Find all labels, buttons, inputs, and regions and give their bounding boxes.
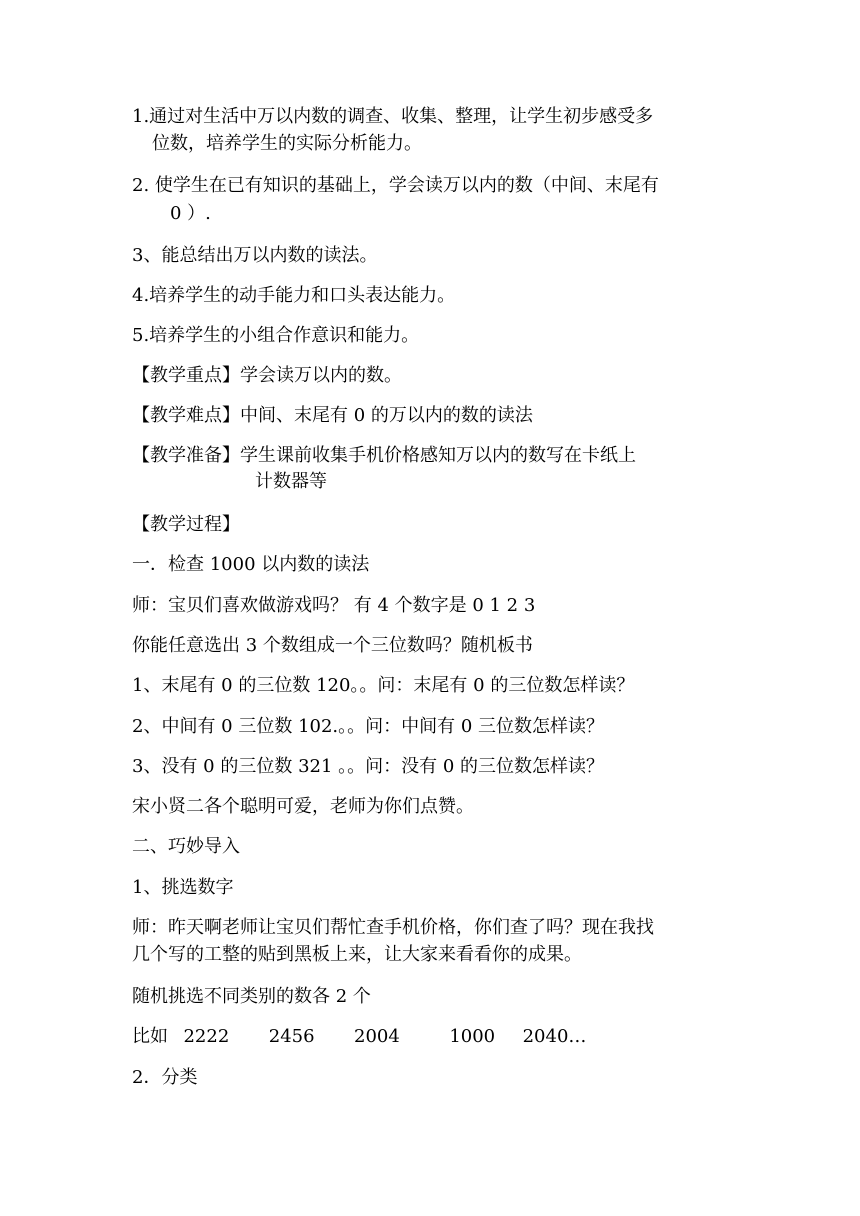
- objective-3: 3、能总结出万以内数的读法。: [132, 245, 378, 266]
- difficulty: [132, 403, 533, 429]
- section1-item-2: 2、中间有 0 三位数 102.。。问：中间有 0 三位数怎样读？: [132, 716, 605, 737]
- section1-praise: 宋小贤二各个聪明可爱，老师为你们点赞。: [132, 796, 474, 817]
- objective-1-line-2: 位数，培养学生的实际分析能力。: [152, 133, 422, 154]
- example-number: 2456: [268, 1026, 315, 1047]
- section2-sub1: 1、挑选数字: [132, 877, 234, 898]
- section1-item-1: 1、末尾有 0 的三位数 120。。问：末尾有 0 的三位数怎样读？: [132, 675, 635, 696]
- section2-select-line: 随机挑选不同类别的数各 2 个: [132, 986, 371, 1007]
- section1-teacher-line: 师：宝贝们喜欢做游戏吗？ 有 4 个数字是 0 1 2 3: [132, 595, 536, 616]
- section2-teacher-line-1: 师：昨天啊老师让宝贝们帮忙查手机价格，你们查了吗？现在我找: [132, 917, 654, 938]
- example-number: 2222: [183, 1026, 230, 1047]
- example-number: 2040…: [522, 1026, 587, 1047]
- section2-examples: [132, 1024, 586, 1050]
- preparation: [132, 443, 636, 495]
- objective-2-line-1: 2. 使学生在已有知识的基础上，学会读万以内的数（中间、末尾有: [132, 175, 659, 196]
- section1-question: 你能任意选出 3 个数组成一个三位数吗？随机板书: [132, 635, 533, 656]
- example-label: 比如: [132, 1026, 168, 1047]
- section1-item-3: 3、没有 0 的三位数 321 。。问：没有 0 的三位数怎样读？: [132, 756, 605, 777]
- section2-teacher-line-2: 几个写的工整的贴到黑板上来，让大家来看看你的成果。: [132, 944, 582, 965]
- example-number: 2004: [354, 1026, 400, 1047]
- example-number: 1000: [449, 1026, 496, 1047]
- difficulty-tag: 【教学难点】: [132, 405, 240, 426]
- preparation-text-cont: 计数器等: [255, 471, 327, 492]
- key-point-text: 学会读万以内的数。: [240, 365, 402, 386]
- objective-5: 5.培养学生的小组合作意识和能力。: [132, 325, 420, 346]
- objective-1-line-1: 1.通过对生活中万以内数的调查、收集、整理，让学生初步感受多: [132, 106, 654, 127]
- preparation-text: 学生课前收集手机价格感知万以内的数写在卡纸上: [240, 445, 636, 466]
- section1-heading: 一．检查 1000 以内数的读法: [132, 554, 370, 575]
- objective-2-line-2: 0 ）.: [170, 203, 211, 224]
- section2-sub2: 2．分类: [132, 1067, 198, 1088]
- objective-4: 4.培养学生的动手能力和口头表达能力。: [132, 285, 456, 306]
- key-point: [132, 363, 402, 389]
- preparation-tag: 【教学准备】: [132, 445, 240, 466]
- section2-heading: 二、巧妙导入: [132, 836, 240, 857]
- key-point-tag: 【教学重点】: [132, 365, 240, 386]
- process-heading: 【教学过程】: [132, 514, 240, 535]
- difficulty-text: 中间、末尾有 0 的万以内的数的读法: [240, 405, 533, 426]
